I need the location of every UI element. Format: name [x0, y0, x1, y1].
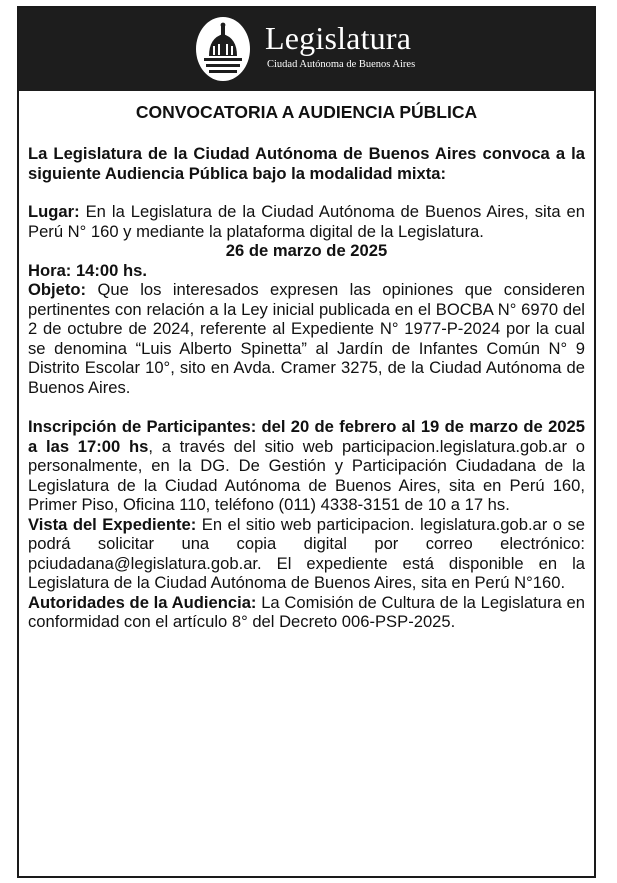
- inscripcion-paragraph: [28, 417, 585, 515]
- event-date: 26 de marzo de 2025: [225, 241, 388, 260]
- autoridades-label: Autoridades de la Audiencia:: [28, 592, 257, 612]
- objeto-label: Objeto:: [28, 280, 87, 299]
- vista-paragraph: [28, 515, 585, 593]
- vista-label: Vista del Expediente:: [28, 514, 197, 534]
- autoridades-paragraph: [28, 593, 585, 632]
- hora-label: Hora: 14:00 hs.: [28, 260, 147, 280]
- page-title: CONVOCATORIA A AUDIENCIA PÚBLICA: [135, 102, 478, 122]
- lugar-paragraph: [28, 202, 585, 241]
- lugar-label: Lugar:: [28, 202, 80, 221]
- logo-subtitle: Ciudad Autónoma de Buenos Aires: [267, 59, 416, 70]
- intro-paragraph: La Legislatura de la Ciudad Autónoma de Buenos Aires convoca a la siguiente Audiencia Pública bajo la modalidad mixta:: [28, 144, 585, 183]
- inscripcion-label: Inscripción de Participantes: del 20 de febrero al 19 de marzo de 2025 a las 17:00 hs: [28, 417, 585, 456]
- objeto-text: Que los interesados expresen las opiniones que consideren pertinentes con relación a la Ley inicial publicada en el BOCBA N° 6970 del 2 de octubre de 2024, referente al Expediente N° 1977-P-2024 por la cual se denomina “Luis Alberto Spinetta” al Jardín de Infantes Común N° 9 Distrito Escolar 10°, sito en Avda. Cramer 3275, de la Ciudad Autónoma de Buenos Aires.: [28, 280, 585, 397]
- notice-frame: [17, 6, 596, 878]
- dome-icon: [195, 16, 251, 82]
- notice-body: [28, 101, 585, 632]
- vista-text: En el sitio web participacion. legislatura.gob.ar o se podrá solicitar una copia digital por correo electrónico: pciudadana@legislatura.gob.ar. El expediente está disponible en la Legislatura de la Ciudad Autónoma de Buenos Aires, sita en Perú N°160.: [28, 514, 585, 592]
- objeto-paragraph: [28, 280, 585, 397]
- lugar-text: En la Legislatura de la Ciudad Autónoma de Buenos Aires, sita en Perú N° 160 y mediante la plataforma digital de la Legislatura.: [28, 202, 585, 241]
- logo-title: Legislatura: [265, 20, 412, 56]
- header-banner: [19, 8, 594, 91]
- autoridades-text: La Comisión de Cultura de la Legislatura en conformidad con el artículo 8° del Decreto 006-PSP-2025.: [28, 592, 585, 631]
- event-time: [28, 261, 585, 281]
- inscripcion-text: , a través del sitio web participacion.legislatura.gob.ar o personalmente, en la DG. De Gestión y Participación Ciudadana de la Legislatura de la Ciudad Autónoma de Buenos Aires, sita en Perú 160, Primer Piso, Oficina 110, teléfono (011) 4338-3151 de 10 a 17 hs.: [28, 436, 585, 514]
